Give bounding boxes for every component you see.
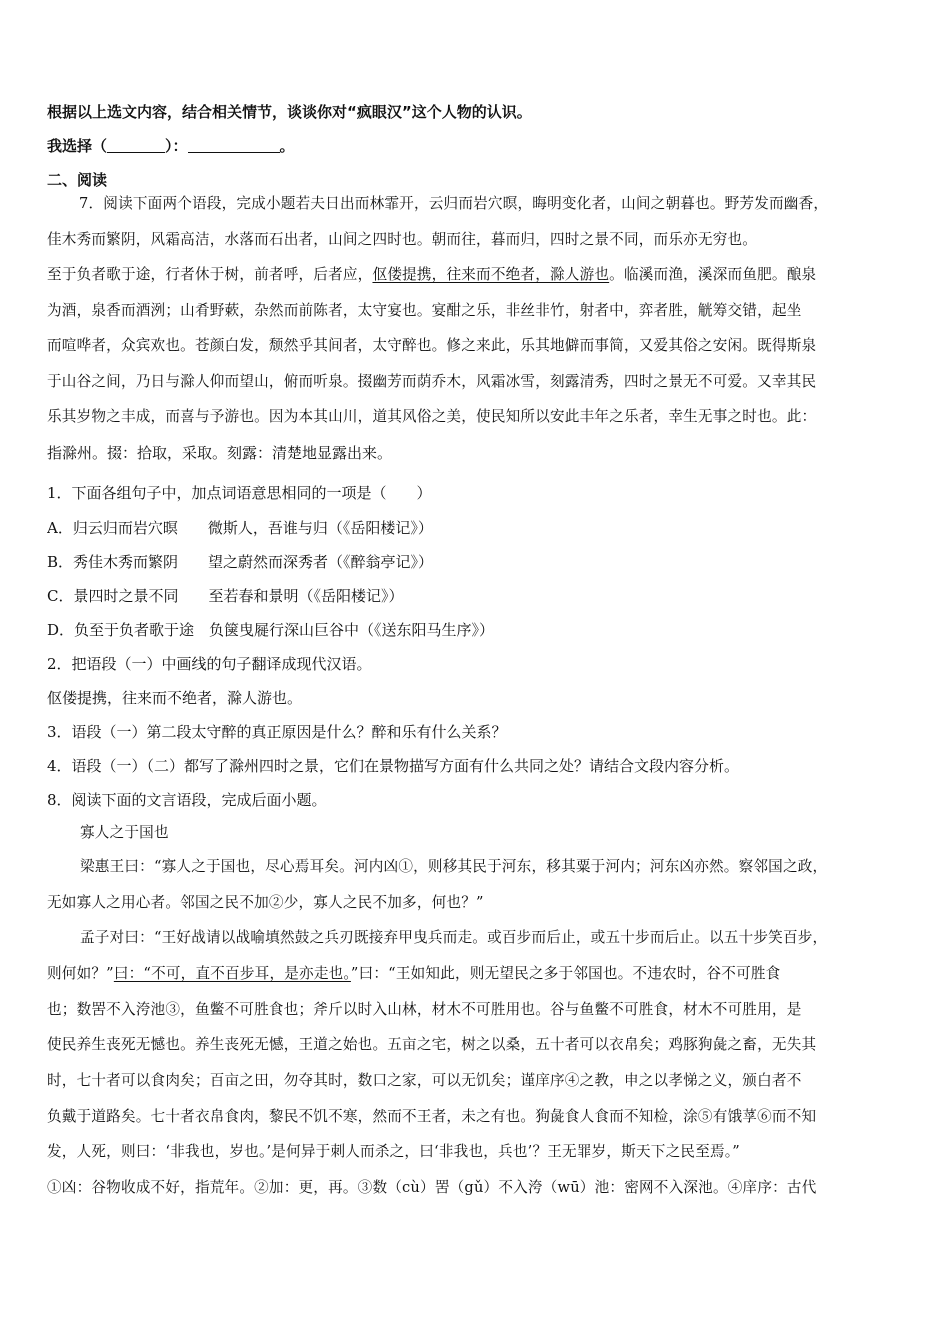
q7-line-4: 为酒，泉香而酒洌；山肴野蔌，杂然而前陈者，太守宴也。宴酣之乐，非丝非竹，射者中，弈者胜，觥筹交错，起坐 bbox=[47, 302, 802, 319]
q8-p2-line-2 bbox=[47, 963, 913, 985]
q7-sub3: 3．语段（一）第二段太守醉的真正原因是什么？醉和乐有什么关系？ bbox=[47, 723, 507, 741]
section-title: 二、阅读 bbox=[47, 171, 108, 189]
choose-prefix: 我选择（ bbox=[47, 137, 108, 155]
answer-line bbox=[47, 135, 913, 157]
q7-sub2-sentence: 伛偻提携，往来而不绝者，滁人游也。 bbox=[47, 689, 303, 707]
q8-p2-line-5: 时，七十者可以食肉矣；百亩之田，勿夺其时，数口之家，可以无饥矣；谨庠序④之教，申之以孝悌之义，颁白者不 bbox=[47, 1072, 802, 1089]
q7-line-6: 于山谷之间，乃日与滁人仰而望山，俯而听泉。掇幽芳而荫乔木，风霜冰雪，刻露清秀，四时之景无不可爱。又幸其民 bbox=[47, 373, 817, 390]
q7-line-3 bbox=[47, 264, 913, 286]
q7-sub1: 1．下面各组句子中，加点词语意思相同的一项是（ ） bbox=[47, 484, 432, 502]
option-c[interactable]: C．景四时之景不同 至若春和景明（《岳阳楼记》） bbox=[47, 587, 404, 605]
q8-p2-line-4: 使民养生丧死无憾也。养生丧死无憾，王道之始也。五亩之宅，树之以桑，五十者可以衣帛矣；鸡豚狗彘之畜，无失其 bbox=[47, 1036, 817, 1053]
answer-blank[interactable] bbox=[188, 138, 280, 153]
q8-p1-line-1: 梁惠王曰：“寡人之于国也，尽心焉耳矣。河内凶①，则移其民于河东，移其粟于河内；河东凶亦然。察邻国之政， bbox=[80, 858, 828, 875]
q8-notes: ①凶：谷物收成不好，指荒年。②加：更，再。③数（cù）罟（gǔ）不入洿（wū）池：密网不入深池。④庠序：古代 bbox=[47, 1179, 817, 1196]
q7-line-5: 而喧哗者，众宾欢也。苍颜白发，颓然乎其间者，太守醉也。修之来此，乐其地僻而事简，又爱其俗之安闲。既得斯泉 bbox=[47, 337, 817, 354]
option-d[interactable]: D．负至于负者歌于途 负箧曳屣行深山巨谷中（《送东阳马生序》） bbox=[47, 621, 495, 639]
q7-line-2: 佳木秀而繁阴，风霜高洁，水落而石出者，山间之四时也。朝而往，暮而归，四时之景不同，而乐亦无穷也。 bbox=[47, 231, 758, 248]
underlined-sentence: 伛偻提携，往来而不绝者，滁人游也 bbox=[372, 266, 610, 283]
option-a[interactable]: A．归云归而岩穴暝 微斯人，吾谁与归（《岳阳楼记》） bbox=[47, 519, 433, 537]
q8-p1-line-2: 无如寡人之用心者。邻国之民不加②少，寡人之民不加多，何也？” bbox=[47, 894, 484, 911]
underlined-quote: 曰：“不可，直不百步耳，是亦走也。 bbox=[113, 965, 351, 982]
choice-blank[interactable] bbox=[107, 138, 165, 153]
essay-prompt: 根据以上选文内容，结合相关情节，谈谈你对“疯眼汉”这个人物的认识。 bbox=[47, 103, 532, 121]
q8-p2-line-2-post: ”曰：“王如知此，则无望民之多于邻国也。不违农时，谷不可胜食 bbox=[350, 965, 781, 982]
q8-p2-line-7: 发，人死，则曰：‘非我也，岁也。’是何异于刺人而杀之，曰‘非我也，兵也’？王无罪岁，斯天下之民至焉。” bbox=[47, 1143, 740, 1160]
q8-p2-line-3: 也；数罟不入洿池③，鱼鳖不可胜食也；斧斤以时入山林，材木不可胜用也。谷与鱼鳖不可胜食，材木不可胜用，是 bbox=[47, 1001, 802, 1018]
q7-sub4: 4．语段（一）（二）都写了滁州四时之景，它们在景物描写方面有什么共同之处？请结合文段内容分析。 bbox=[47, 757, 740, 775]
q8-p2-line-1: 孟子对曰：“王好战请以战喻填然鼓之兵刃既接弃甲曳兵而走。或百步而后止，或五十步而后止。以五十步笑百步， bbox=[80, 929, 828, 946]
q7-line-1: 7．阅读下面两个语段，完成小题若夫日出而林霏开，云归而岩穴暝，晦明变化者，山间之朝暮也。野芳发而幽香， bbox=[79, 195, 829, 212]
q7-line-3-post: 。临溪而渔，溪深而鱼肥。酿泉 bbox=[609, 266, 817, 283]
q8-p2-line-2-pre: 则何如？” bbox=[47, 965, 114, 982]
option-b[interactable]: B．秀佳木秀而繁阴 望之蔚然而深秀者（《醉翁亭记》） bbox=[47, 553, 434, 571]
q8-p2-line-6: 负戴于道路矣。七十者衣帛食肉，黎民不饥不寒，然而不王者，未之有也。狗彘食人食而不知检，涂⑤有饿莩⑥而不知 bbox=[47, 1108, 817, 1125]
q7-sub2: 2．把语段（一）中画线的句子翻译成现代汉语。 bbox=[47, 655, 372, 673]
q7-line-7: 乐其岁物之丰成，而喜与予游也。因为本其山川，道其风俗之美，使民知所以安此丰年之乐者，幸生无事之时也。此： bbox=[47, 408, 817, 425]
choose-end: 。 bbox=[279, 137, 295, 155]
passage-title: 寡人之于国也 bbox=[80, 824, 169, 841]
q8-intro: 8．阅读下面的文言语段，完成后面小题。 bbox=[47, 791, 327, 809]
q7-glossary: 指滁州。掇：拾取，采取。刻露：清楚地显露出来。 bbox=[47, 444, 393, 462]
choose-mid: ）： bbox=[165, 137, 188, 155]
q7-line-3-pre: 至于负者歌于途，行者休于树，前者呼，后者应， bbox=[47, 266, 373, 283]
